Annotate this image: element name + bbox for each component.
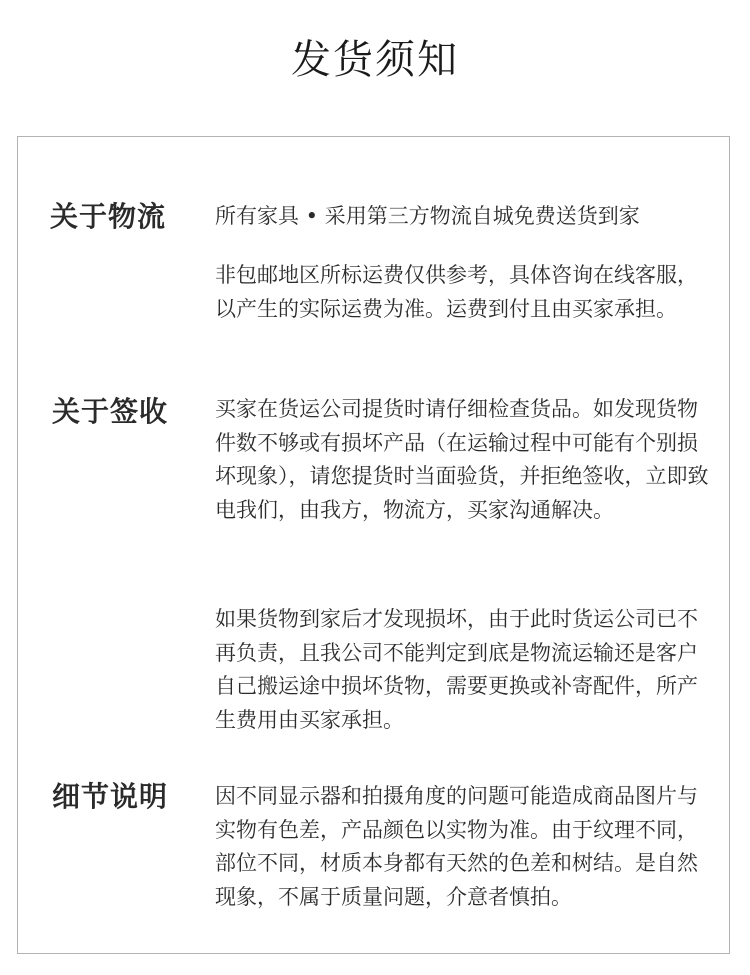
logistics-paragraph-1: 所有家具 • 采用第三方物流自城免费送货到家 xyxy=(215,204,640,228)
page-title: 发货须知 xyxy=(291,37,459,83)
signing-paragraph-1: 买家在货运公司提货时请仔细检查货品。如发现货物件数不够或有损坏产品（在运输过程中可能有个别损坏现象），请您提货时当面验货，并拒绝签收，立即致电我们，由我方，物流方，买家沟通解决。 xyxy=(215,397,709,522)
section-heading-signing: 关于签收 xyxy=(52,395,169,428)
section-heading-logistics: 关于物流 xyxy=(50,200,167,233)
section-heading-details: 细节说明 xyxy=(52,780,169,813)
details-paragraph-1: 因不同显示器和拍摄角度的问题可能造成商品图片与实物有色差，产品颜色以实物为准。由于纹理不同，部位不同，材质本身都有天然的色差和树结。是自然现象，不属于质量问题，介意者慎拍。 xyxy=(215,784,698,909)
logistics-paragraph-2: 非包邮地区所标运费仅供参考，具体咨询在线客服，以产生的实际运费为准。运费到付且由买家承担。 xyxy=(215,263,698,321)
signing-paragraph-2: 如果货物到家后才发现损坏，由于此时货运公司已不再负责，且我公司不能判定到底是物流运输还是客户自己搬运途中损坏货物，需要更换或补寄配件，所产生费用由买家承担。 xyxy=(215,607,698,732)
